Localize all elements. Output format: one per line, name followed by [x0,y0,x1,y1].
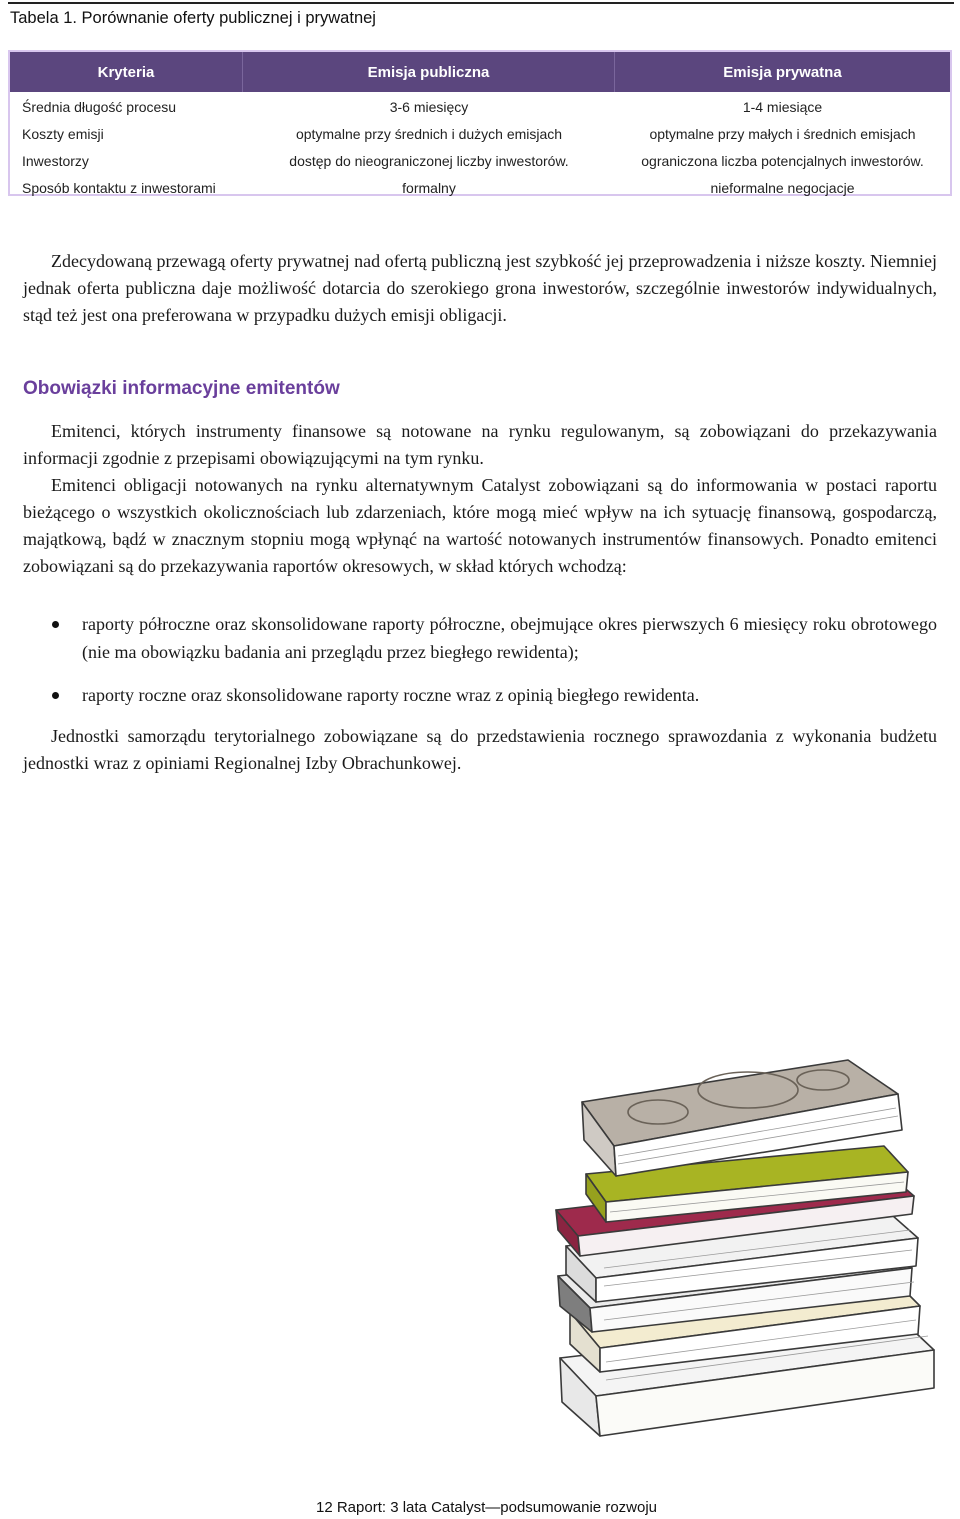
table-cell: 3-6 miesięcy [389,98,469,115]
table-row [10,147,950,174]
table-caption: Tabela 1. Porównanie oferty publicznej i prywatnej [10,9,376,27]
table-cell: Inwestorzy [22,152,89,169]
list-item [23,610,937,666]
table-header-row [10,52,950,92]
table-cell: Koszty emisji [22,125,104,142]
page-footer: 12 Raport: 3 lata Catalyst—podsumowanie rozwoju [316,1499,658,1516]
body-paragraph: Jednostki samorządu terytorialnego zobowiązane są do przedstawienia rocznego sprawozdania z wykonania budżetu jednostki wraz z opiniami Regionalnej Izby Obrachunkowej. [23,726,937,773]
list-item-text: raporty półroczne oraz skonsolidowane raporty półroczne, obejmujące okres pierwszych 6 miesięcy roku obrotowego (nie ma obowiązku badania ani przeglądu przez biegłego rewidenta); [82,614,937,662]
table-cell: nieformalne negocjacje [710,179,855,196]
table-cell: Sposób kontaktu z inwestorami [22,179,216,196]
section-heading: Obowiązki informacyjne emitentów [23,378,340,399]
book-stack-illustration [548,1050,940,1440]
body-paragraph: Zdecydowaną przewagą oferty prywatnej nad ofertą publiczną jest szybkość jej przeprowadzenia i niższe koszty. Niemniej jednak oferta publiczna daje możliwość dotarcia do szerokiego grona inwestorów, szczególnie inwestorów indywidualnych, stąd też jest ona preferowana w przypadku dużych emisji obligacji. [23,251,937,325]
table-header-cell: Emisja prywatna [723,63,842,81]
table-header-cell: Emisja publiczna [243,52,615,92]
table-row [10,174,950,201]
bullet-dot-icon [52,621,59,628]
table-cell: optymalne przy małych i średnich emisjach [649,125,916,142]
table-cell: ograniczona liczba potencjalnych inwestorów. [641,152,924,169]
table-row [10,93,950,120]
book-stack-icon [548,1050,940,1440]
body-paragraph: Emitenci, których instrumenty finansowe są notowane na rynku regulowanym, są zobowiązani do przekazywania informacji zgodnie z przepisami obowiązującymi na tym rynku. [23,421,937,468]
table-cell: Średnia długość procesu [22,98,177,115]
table-cell: optymalne przy średnich i dużych emisjach [295,125,563,142]
table-cell: formalny [402,179,456,196]
list-item [23,681,937,709]
bullet-list [23,610,937,709]
body-paragraph: Emitenci obligacji notowanych na rynku alternatywnym Catalyst zobowiązani są do informowania w postaci raportu bieżącego o wszystkich okolicznościach lub zdarzeniach, które mogą mieć wpływ na ich sytuację finansową, gospodarczą, majątkową, bądź w znacznym stopniu mogą wpłynąć na wartość notowanych instrumentów finansowych. Ponadto emitenci zobowiązani są do przekazywania raportów okresowych, w skład których wchodzą: [23,475,937,576]
table-header-cell: Kryteria [10,52,243,92]
bullet-dot-icon [52,692,59,699]
table-cell: 1-4 miesiące [742,98,823,115]
top-rule [8,2,954,4]
table-row [10,120,950,147]
comparison-table [8,50,952,196]
table-cell: dostęp do nieograniczonej liczby inwestorów. [289,152,569,169]
list-item-text: raporty roczne oraz skonsolidowane raporty roczne wraz z opinią biegłego rewidenta. [82,685,700,705]
